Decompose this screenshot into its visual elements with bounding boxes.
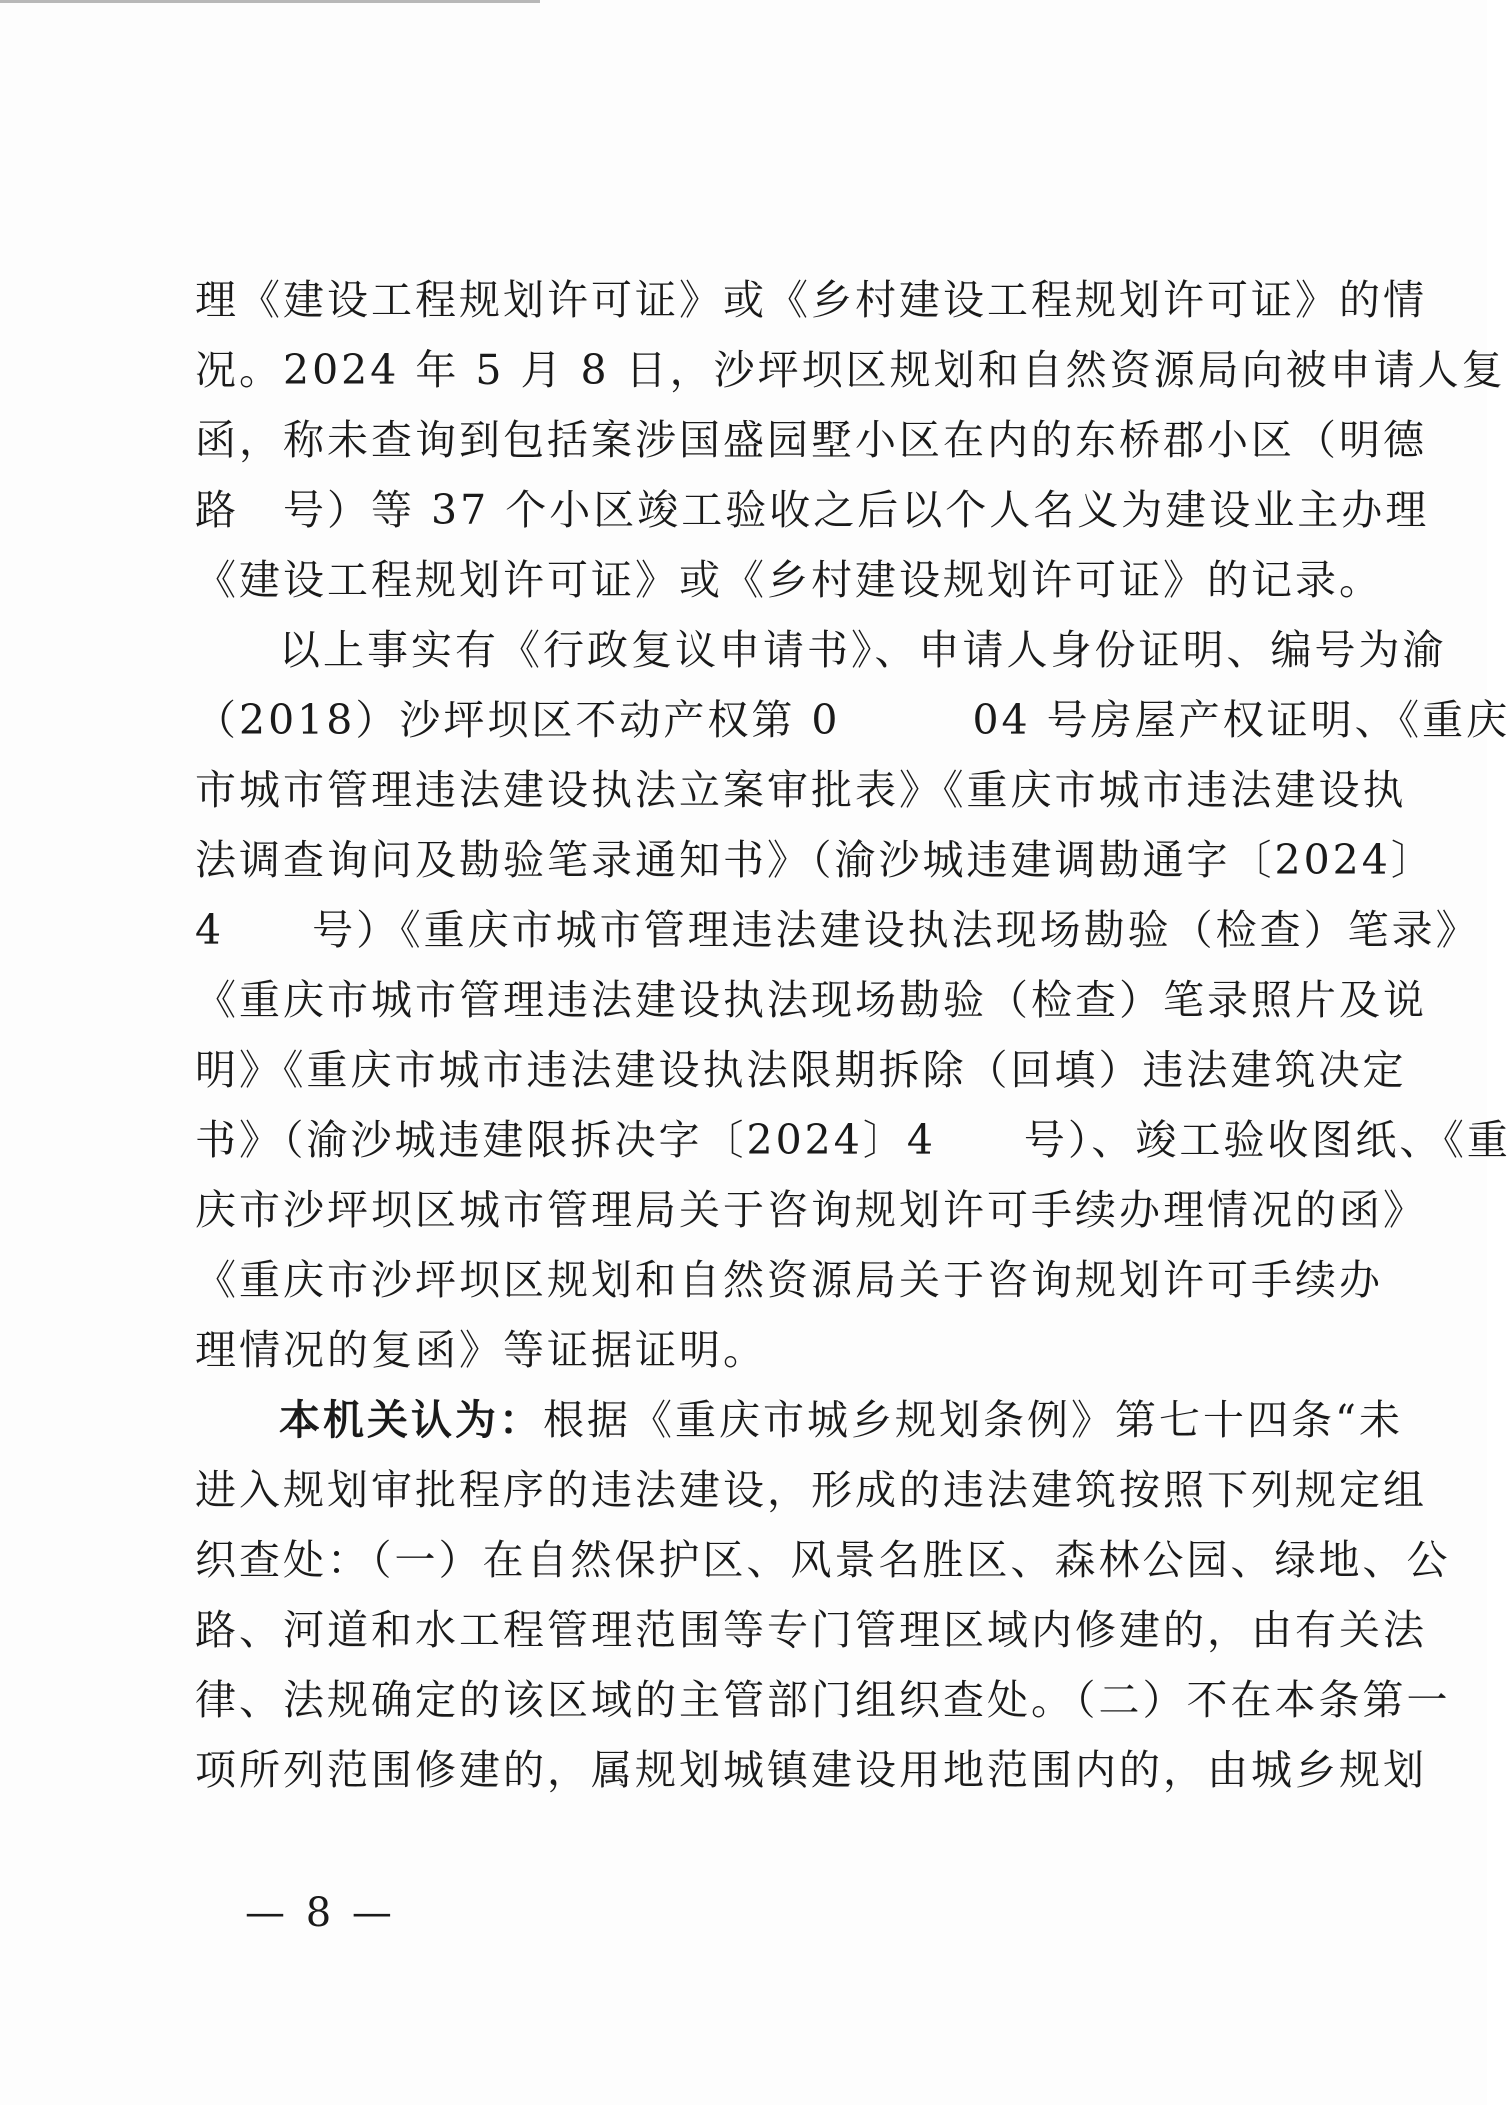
text-line: 《建设工程规划许可证》或《乡村建设规划许可证》的记录。 [195, 556, 1383, 604]
text-line: 织查处：（一）在自然保护区、风景名胜区、森林公园、绿地、公 [195, 1536, 1451, 1584]
text-line: 路、河道和水工程管理范围等专门管理区域内修建的，由有关法 [195, 1606, 1427, 1654]
text-line: 《重庆市沙坪坝区规划和自然资源局关于咨询规划许可手续办 [195, 1256, 1383, 1304]
paragraph-start-line: 以上事实有《行政复议申请书》、申请人身份证明、编号为渝 [279, 626, 1447, 674]
text-line: 路 号）等 37 个小区竣工验收之后以个人名义为建设业主办理 [195, 486, 1430, 534]
text-line: 书》（渝沙城违建限拆决字〔2024〕4 号）、竣工验收图纸、《重 [195, 1116, 1511, 1164]
conclusion-line [195, 1385, 1403, 1455]
text-line: 律、法规确定的该区域的主管部门组织查处。（二）不在本条第一 [195, 1676, 1451, 1724]
text-line: 4 号）《重庆市城市管理违法建设执法现场勘验（检查）笔录》 [195, 906, 1480, 954]
conclusion-label: 本机关认为： [279, 1396, 543, 1444]
top-edge-rule [0, 0, 540, 3]
text-line: 理《建设工程规划许可证》或《乡村建设工程规划许可证》的情 [195, 276, 1427, 324]
text-line: 《重庆市城市管理违法建设执法现场勘验（检查）笔录照片及说 [195, 976, 1427, 1024]
text-line: 理情况的复函》等证据证明。 [195, 1326, 767, 1374]
text-line: 明》《重庆市城市违法建设执法限期拆除（回填）违法建筑决定 [195, 1046, 1407, 1094]
text-line: 函，称未查询到包括案涉国盛园墅小区在内的东桥郡小区（明德 [195, 416, 1427, 464]
text-line: 市城市管理违法建设执法立案审批表》《重庆市城市违法建设执 [195, 766, 1407, 814]
text-line: 庆市沙坪坝区城市管理局关于咨询规划许可手续办理情况的函》 [195, 1186, 1427, 1234]
text-line: 法调查询问及勘验笔录通知书》（渝沙城违建调勘通字〔2024〕 [195, 836, 1435, 884]
text-line: 况。2024 年 5 月 8 日，沙坪坝区规划和自然资源局向被申请人复 [195, 346, 1506, 394]
text-line: 进入规划审批程序的违法建设，形成的违法建筑按照下列规定组 [195, 1466, 1427, 1514]
text-line: 项所列范围修建的，属规划城镇建设用地范围内的，由城乡规划 [195, 1746, 1427, 1794]
conclusion-text: 根据《重庆市城乡规划条例》第七十四条“未 [543, 1396, 1403, 1444]
page-number: — 8 — [245, 1890, 396, 1936]
document-body [195, 265, 1511, 1805]
text-line: （2018）沙坪坝区不动产权第 0 04 号房屋产权证明、《重庆 [195, 696, 1511, 744]
